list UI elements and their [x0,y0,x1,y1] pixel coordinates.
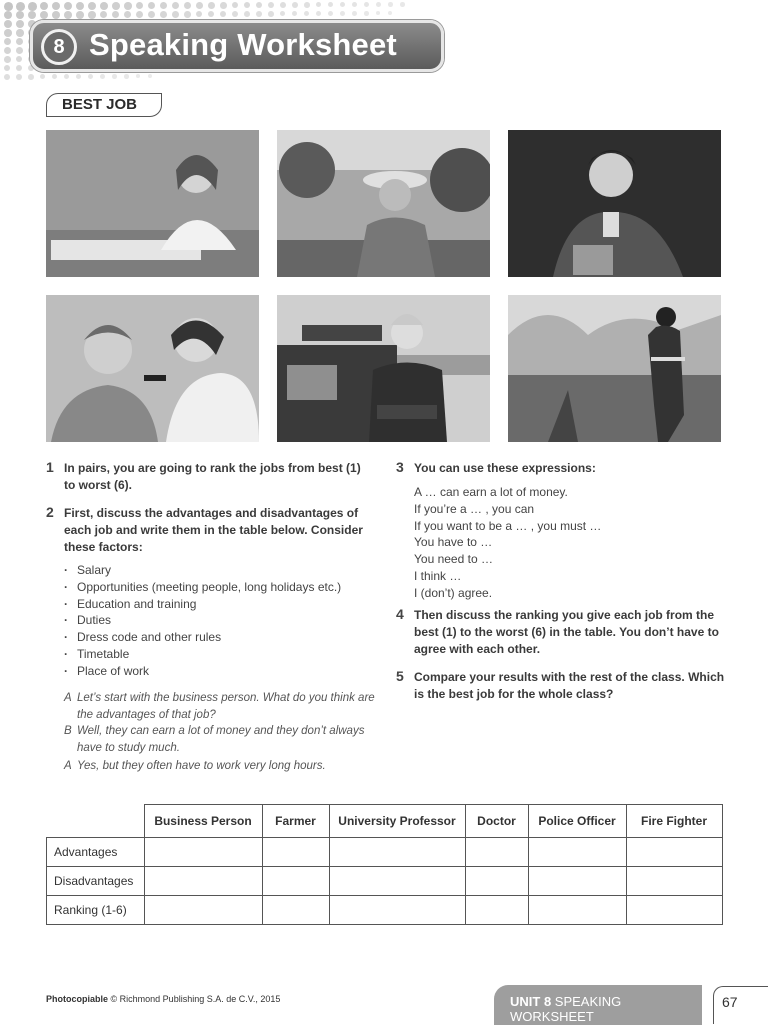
list-item: You need to … [414,552,493,567]
table-row [47,896,723,925]
list-item: · Salary [64,562,341,579]
task-1-text: In pairs, you are going to rank the jobs from best (1) to worst (6). [64,461,361,492]
column-header: Doctor [465,805,528,838]
row-header: Ranking (1-6) [47,896,145,925]
table-cell[interactable] [528,838,626,867]
table-cell[interactable] [528,867,626,896]
table-cell[interactable] [262,867,329,896]
column-header: University Professor [329,805,465,838]
column-header: Police Officer [528,805,626,838]
row-header: Advantages [47,838,145,867]
table-cell[interactable] [626,867,722,896]
fire-fighter-photo [508,295,721,442]
unit-title: SPEAKING WORKSHEET [510,994,622,1024]
list-item: · Education and training [64,596,341,613]
task-1-number: 1 [46,459,54,475]
list-item: · Opportunities (meeting people, long holidays etc.) [64,579,341,596]
title-banner [30,20,444,72]
copyright-notice [46,994,280,1004]
table-cell[interactable] [626,838,722,867]
unit-label: UNIT 8 [510,994,552,1009]
page-number: 67 [713,986,768,1024]
list-item: If you want to be a … , you must … [414,518,602,533]
table-corner-cell [47,805,145,838]
dialogue-text: Well, they can earn a lot of money and they don’t always have to study much. [77,725,365,754]
page-title: Speaking Worksheet [89,27,397,62]
section-title: BEST JOB [46,93,162,117]
column-header: Fire Fighter [626,805,722,838]
task-2-number: 2 [46,504,54,520]
dialogue-line [64,690,389,723]
list-item: · Dress code and other rules [64,629,341,646]
column-header: Business Person [144,805,262,838]
table-cell[interactable] [144,867,262,896]
doctor-photo [46,295,259,442]
table-cell[interactable] [262,838,329,867]
dialogue-line [64,723,389,756]
table-cell[interactable] [144,896,262,925]
farmer-photo [277,130,490,277]
table-row [47,838,723,867]
list-item: · Duties [64,612,341,629]
task-2-text: First, discuss the advantages and disadvantages of each job and write them in the table below. Consider these factors: [64,506,363,554]
dialogue-text: Let’s start with the business person. What do you think are the advantages of that job? [77,692,375,721]
photocopiable-label: Photocopiable [46,994,109,1004]
table-row [47,867,723,896]
factors-list [64,562,341,680]
task-4-text: Then discuss the ranking you give each job from the best (1) to the worst (6) in the table. You don’t have to agree with each other. [414,608,719,656]
business-person-photo [46,130,259,277]
task-3-number: 3 [396,459,404,475]
table-header-row [47,805,723,838]
list-item: I (don’t) agree. [414,585,493,600]
police-officer-photo [277,295,490,442]
table-cell[interactable] [144,838,262,867]
column-header: Farmer [262,805,329,838]
table-cell[interactable] [626,896,722,925]
expressions-list [414,484,601,602]
speaker-label: A [64,760,72,772]
ranking-table [46,804,723,925]
speaker-label: A [64,692,72,704]
task-5-text: Compare your results with the rest of the class. Which is the best job for the whole class? [414,670,725,701]
speaker-label: B [64,725,72,737]
list-item: · Timetable [64,646,341,663]
list-item: I think … [414,568,462,583]
table-cell[interactable] [262,896,329,925]
university-professor-photo [508,130,721,277]
table-cell[interactable] [329,838,465,867]
table-cell[interactable] [329,896,465,925]
unit-footer-tab [494,985,702,1025]
list-item: You have to … [414,535,493,550]
task-5-number: 5 [396,668,404,684]
list-item: · Place of work [64,663,341,680]
copyright-text: © Richmond Publishing S.A. de C.V., 2015 [110,994,281,1004]
list-item: If you’re a … , you can [414,501,535,516]
table-cell[interactable] [465,838,528,867]
table-cell[interactable] [465,867,528,896]
dialogue-line [64,758,389,775]
list-item: A … can earn a lot of money. [414,485,568,499]
table-cell[interactable] [465,896,528,925]
table-cell[interactable] [528,896,626,925]
task-4-number: 4 [396,606,404,622]
task-3-text: You can use these expressions: [414,461,596,475]
dialogue-text: Yes, but they often have to work very long hours. [77,760,326,772]
unit-number-badge: 8 [41,29,77,65]
row-header: Disadvantages [47,867,145,896]
table-cell[interactable] [329,867,465,896]
